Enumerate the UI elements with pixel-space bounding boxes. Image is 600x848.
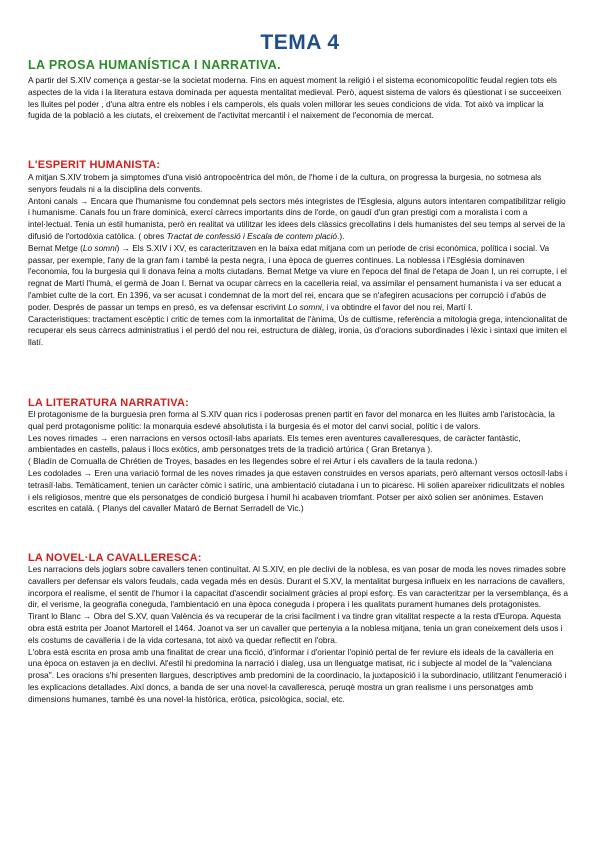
paragraph-metge: Bernat Metge (Lo somni) → Els S.XIV i XV, es caracteritzaven en la baixa edat mitjana com un periode de crisi econòmica, política i social. Va passar, per exemple, l'any de la gran fam i també la pesta negra, i una època de guerres continues. La noblessa i l'Església dominaven l'economia, fou la burgesia qui li donava feina a molts ciutadans. Bernat Metge va viure en l'epoca del final de l'etapa de Joan I, un rei corrupte, i el regnat de Martí l'humà, el germà de Joan I. Bernat va ocupar càrrecs en la cacelleria reial, va assimilar el pensament humanista i va ser educat a l'ambiet culte de la cort. En 1396, va ser acusat i condemnat de la mort del rei, encara que se n'afegiren acusacions per corrupció i d'abús de poder. Després de passar un temps en presó, es va defensar escrivint Lo somni, i va obtindre el favor del nou rei, Martí I. xyxy=(28,242,567,312)
section-heading-esperit: L'ESPERIT HUMANISTA: xyxy=(28,159,161,171)
paragraph-canals: Antoni canals → Encara que l'humanisme fou condemnat pels sectors més integristes de l'Esglesia, alguns autors intentaren compatibilitzar religio i humanisme. Canals fou un frare dominicà, exercí càrrecs importants dins de l'orde, on gaudí d'un gran prestigi com a moralista i com a intel·lectual. Tenia un estil humanista, però en realitat va utilitzar les idees dels clàssics grecollatins i dels humanistes del seu temps al servei de la difusió de l'ortodòxia catòlica. ( obres Tractat de confessió i Escala de contem plació.). xyxy=(28,195,566,241)
section-heading-literatura: LA LITERATURA NARRATIVA: xyxy=(28,397,190,409)
section-esperit-body xyxy=(28,172,568,349)
section-heading-prosa: LA PROSA HUMANÍSTICA I NARRATIVA. xyxy=(28,58,282,72)
paragraph-tirant: Tirant lo Blanc → Obra del S.XV, quan València és va recuperar de la crisi facilment i va tindre gran vitalitat respecte a la resta d'Europa. Aquesta obra està estrita per Joanot Martorell el 1464. Joanot va ser un cavaller que pertenyia a la noblesa mitjana, tenia un gran coneixement dels usos i els costums de cavalleria i de la vida cortesana, tot això va quedar reflectit en l'obra. xyxy=(28,611,563,645)
paragraph-caracteristiques: Caracteristiques: tractament escèptic i critic de temes com la inmortalitat de l'ànima, Ús de cultisme, referència a mitologia grega, intencionalitat de recuperar els seus càrrecs administratius i el perdó del nou rei, estructura de diàleg, ironia, ús d'oracions subordinades i lèxic i sintaxi que imiten el llatí. xyxy=(28,313,568,348)
paragraph: A partir del S.XIV comença a gestar-se la societat moderna. Fins en aquest moment la religió i el sistema economicopolític feudal regien tots els aspectes de la vida i la literatura estava dominada per aquesta mentalitat medieval. Però, aquest sistema de valors és qüestionat i se succeeixen les lluites pel poder , d'una altra entre els nobles i els camperols, els quals volen millorar les seues condicions de vida. Tot això va implicar la fugida de la població a les ciutats, el creixement de l'activitat mercantil i el naixement de l'economia de mercat. xyxy=(28,75,562,121)
page-title: TEMA 4 xyxy=(260,31,340,54)
paragraph-noves-rimades: Les noves rimades → eren narracions en versos octosíl·labs apariats. Els temes eren aventures cavalleresques, de caràcter fantàstic, ambientades en castells, palaus i llocs exòtics, amb personatges trets de la tradició artúrica ( Gran Bretanya ). xyxy=(28,432,521,455)
section-literatura-body xyxy=(28,409,568,515)
section-prosa-body xyxy=(28,75,568,122)
paragraph-bladin: ( Bladín de Cornualla de Chrétien de Troyes, basades en les llegendes sobre el rei Artur i els cavallers de la taula redona.) xyxy=(28,456,478,467)
section-heading-novella: LA NOVEL·LA CAVALLERESCA: xyxy=(28,552,202,564)
paragraph: Les narracions dels joglars sobre cavallers tenen continuïtat. Al S.XIV, en ple declivi de la noblesa, es van posar de moda les noves rimades sobre cavallers per defensar els valors feudals, cada vegada més en desús. Durant el S.XV, la mentalitat burgesa influeix en les narracions de cavallers, incorpora el realisme, el sentit de l'humor i la capacitat d'ascendir socialment gràcies al propi esforç. Es van caracteritzar per la versemblança, és a dir, el verisme, la geografia coneguda, l'ambientació en una època coneguda i propera i les qualitats purament humanes dels protagonistes. xyxy=(28,564,568,610)
section-novella-body xyxy=(28,564,568,706)
paragraph: A mitjan S.XIV trobem ja simptomes d'una visió antropocèntrica del món, de l'home i de la cultura, on progressa la burgesia, no sotmesa als senyors feudals ni a la disciplina dels convents. xyxy=(28,172,542,194)
paragraph-obra: L'obra està escrita en prosa amb una finalitat de crear una ficció, d'informar i d'orientar l'opinió pertal de fer reviure els ideals de la cavalleria en una època on estaven ja en declivi. Al'estil hi predomina la narració i dialeg, usa un llenguatge matisat, ric i subjecte al model de la "valenciana prosa". Les oracions s'hi presenten llargues, descriptives amb predomini de la coordinacio, la juxtaposició i la subordinacio, utilitzant l'enumeració i les explicacions detallades. Així doncs, a banda de ser una novel·la cavalleresca, peruqè mostra un gran realisme i uns personatges amb dimensions humanes, també ès una novel·la històrica, eròtica, psicològica, social, etc. xyxy=(28,646,567,704)
paragraph: El protagonisme de la burguesia pren forma al S.XIV quan rics i poderosas prenen partit en favor del monarca en les lluites amb l'aristocàcia, la qual perd protagonisme polític: la monarquia esdevé absolutista i la burgesia és el motor del canvi social, polític i de valors. xyxy=(28,409,555,431)
paragraph-codolades: Les codolades → Eren una variació formal de les noves rimades ja que estaven construides en versos apariats, però alternant versos octosíl·labs i tetrasíl·labs. Temàticament, tenien un caràcter còmic i satíric, una ambientació ciutadana i un to picaresc. Hi solien apareixer ridiculitzats el nobles i els religiosos, mentre que els personatges de condició burgesa i humil hi acabaven triomfant. Potser per això solien ser anònimes. Estaven escrites en català. ( Planys del cavaller Mataró de Bernat Serradell de Vic.) xyxy=(28,467,568,514)
